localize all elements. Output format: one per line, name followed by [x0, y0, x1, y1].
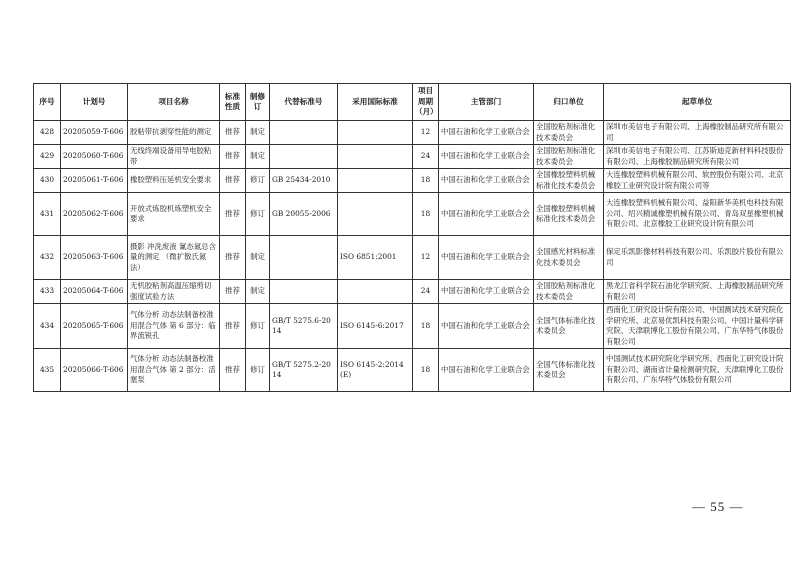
table-header-row — [34, 84, 791, 121]
table-cell: 中国测试技术研究院化学研究所、西南化工研究设计院有限公司、湖南省计量检测研究院、天津联博化工股份有限公司、广东华特气体股份有限公司 — [604, 349, 791, 392]
header-cell: 代替标准号 — [270, 84, 338, 121]
table-cell: 20205066-T-606 — [61, 349, 128, 392]
table-cell: 推荐 — [220, 304, 246, 349]
table-row — [34, 349, 791, 392]
table-cell: GB/T 5275.6-2014 — [270, 304, 338, 349]
table-cell: 434 — [34, 304, 61, 349]
table-cell: 推荐 — [220, 280, 246, 304]
table-cell: 20205063-T-606 — [61, 236, 128, 280]
header-cell: 起草单位 — [604, 84, 791, 121]
table-cell: 中国石油和化学工业联合会 — [439, 280, 534, 304]
table-cell — [338, 193, 413, 236]
header-cell: 采用国际标准 — [338, 84, 413, 121]
table-cell: 中国石油和化学工业联合会 — [439, 236, 534, 280]
table-cell: 中国石油和化学工业联合会 — [439, 193, 534, 236]
table-cell: 胶粘带抗剥穿性能的测定 — [128, 121, 220, 145]
table-cell: 429 — [34, 145, 61, 169]
table-cell: 大连橡胶塑料机械有限公司、软控股份有限公司、北京橡胶工业研究设计院有限公司等 — [604, 169, 791, 193]
table-row — [34, 169, 791, 193]
table-cell: ISO 6145-6:2017 — [338, 304, 413, 349]
table-cell: 中国石油和化学工业联合会 — [439, 349, 534, 392]
table-cell — [338, 145, 413, 169]
table-cell: 制定 — [246, 280, 270, 304]
header-cell: 计划号 — [61, 84, 128, 121]
table-cell: 12 — [413, 236, 439, 280]
table-cell — [270, 236, 338, 280]
table-cell: 制定 — [246, 121, 270, 145]
table-cell: 开放式炼胶机炼塑机安全要求 — [128, 193, 220, 236]
table-cell: 中国石油和化学工业联合会 — [439, 304, 534, 349]
table-cell: 中国石油和化学工业联合会 — [439, 169, 534, 193]
table-cell: 推荐 — [220, 193, 246, 236]
header-cell: 项目名称 — [128, 84, 220, 121]
table-row — [34, 304, 791, 349]
table-cell: 18 — [413, 304, 439, 349]
table-cell: 全国气体标准化技术委员会 — [534, 349, 604, 392]
table-cell: 无机胶粘剂高温压缩剪切强度试验方法 — [128, 280, 220, 304]
table-cell: 大连橡胶塑料机械有限公司、益阳新华美机电科技有限公司、绍兴精诚橡塑机械有限公司、青岛双星橡塑机械有限公司、北京橡胶工业研究设计院有限公司 — [604, 193, 791, 236]
table-cell: 深圳市美信电子有限公司、江苏斯迪克新材料科技股份有限公司、上海橡胶制品研究所有限公司 — [604, 145, 791, 169]
table-cell: 中国石油和化学工业联合会 — [439, 121, 534, 145]
header-cell: 标准性质 — [220, 84, 246, 121]
table-cell: ISO 6851:2001 — [338, 236, 413, 280]
table-cell: 432 — [34, 236, 61, 280]
table-row — [34, 121, 791, 145]
table-cell: 20205062-T-606 — [61, 193, 128, 236]
table-cell — [338, 280, 413, 304]
table-cell: 全国橡胶塑料机械标准化技术委员会 — [534, 169, 604, 193]
table-cell: 20205064-T-606 — [61, 280, 128, 304]
table-cell: 18 — [413, 169, 439, 193]
table-cell: 433 — [34, 280, 61, 304]
table-cell: 修订 — [246, 169, 270, 193]
table-row — [34, 280, 791, 304]
table-cell: 全国感光材料标准化技术委员会 — [534, 236, 604, 280]
page-number: — 55 — — [692, 499, 744, 514]
table-cell: 气体分析 动态法制备校准用混合气体 第 6 部分：临界流锐孔 — [128, 304, 220, 349]
table-cell: 黑龙江省科学院石油化学研究院、上海橡胶制品研究所有限公司 — [604, 280, 791, 304]
table-cell: 推荐 — [220, 236, 246, 280]
table-cell: 12 — [413, 121, 439, 145]
table-cell: 气体分析 动态法制备校准用混合气体 第 2 部分：活塞泵 — [128, 349, 220, 392]
table-cell: 西南化工研究设计院有限公司、中国测试技术研究院化学研究所、北京易优凯科技有限公司、中国计量科学研究院、天津联博化工股份有限公司、广东华特气体股份有限公司 — [604, 304, 791, 349]
table-cell: 推荐 — [220, 349, 246, 392]
table-cell: 摄影 冲洗废液 氰态氮总含量的测定 （微扩散氏氮法） — [128, 236, 220, 280]
table-cell: 推荐 — [220, 169, 246, 193]
table-cell: GB/T 5275.2-2014 — [270, 349, 338, 392]
table-cell: 全国橡胶塑料机械标准化技术委员会 — [534, 193, 604, 236]
table-cell: 全国胶粘剂标准化技术委员会 — [534, 145, 604, 169]
table-cell: 20205065-T-606 — [61, 304, 128, 349]
table-cell: 橡胶塑料压延机安全要求 — [128, 169, 220, 193]
table-cell: 430 — [34, 169, 61, 193]
table-row — [34, 193, 791, 236]
header-cell: 序号 — [34, 84, 61, 121]
standards-table-page — [33, 83, 784, 392]
table-row — [34, 145, 791, 169]
table-cell: 保定乐凯影像材料科技有限公司、乐凯胶片股份有限公司 — [604, 236, 791, 280]
table-cell: ISO 6145-2:2014 (E) — [338, 349, 413, 392]
header-cell: 项目周期（月） — [413, 84, 439, 121]
table-cell — [270, 145, 338, 169]
header-cell: 归口单位 — [534, 84, 604, 121]
table-cell: 18 — [413, 193, 439, 236]
table-body — [34, 121, 791, 392]
table-cell: GB 25434-2010 — [270, 169, 338, 193]
table-cell: 中国石油和化学工业联合会 — [439, 145, 534, 169]
table-cell: 推荐 — [220, 121, 246, 145]
table-cell: 18 — [413, 349, 439, 392]
table-cell: 24 — [413, 145, 439, 169]
table-cell — [270, 121, 338, 145]
table-cell: 制定 — [246, 236, 270, 280]
table-cell: GB 20055-2006 — [270, 193, 338, 236]
table-cell: 修订 — [246, 304, 270, 349]
table-cell: 深圳市美信电子有限公司、上海橡胶制品研究所有限公司 — [604, 121, 791, 145]
standards-plan-table — [33, 83, 791, 392]
table-cell: 修订 — [246, 349, 270, 392]
header-cell: 制修订 — [246, 84, 270, 121]
table-cell: 无线终端设备用导电胶粘带 — [128, 145, 220, 169]
table-cell — [270, 280, 338, 304]
table-cell: 20205059-T-606 — [61, 121, 128, 145]
table-cell: 全国胶粘剂标准化技术委员会 — [534, 280, 604, 304]
table-cell: 24 — [413, 280, 439, 304]
table-cell: 全国胶粘剂标准化技术委员会 — [534, 121, 604, 145]
table-row — [34, 236, 791, 280]
table-cell: 435 — [34, 349, 61, 392]
table-cell: 20205060-T-606 — [61, 145, 128, 169]
table-cell: 431 — [34, 193, 61, 236]
table-cell: 428 — [34, 121, 61, 145]
table-cell — [338, 121, 413, 145]
table-cell: 全国气体标准化技术委员会 — [534, 304, 604, 349]
header-cell: 主管部门 — [439, 84, 534, 121]
table-cell: 20205061-T-606 — [61, 169, 128, 193]
table-cell: 制定 — [246, 145, 270, 169]
table-cell — [338, 169, 413, 193]
table-cell: 修订 — [246, 193, 270, 236]
table-cell: 推荐 — [220, 145, 246, 169]
